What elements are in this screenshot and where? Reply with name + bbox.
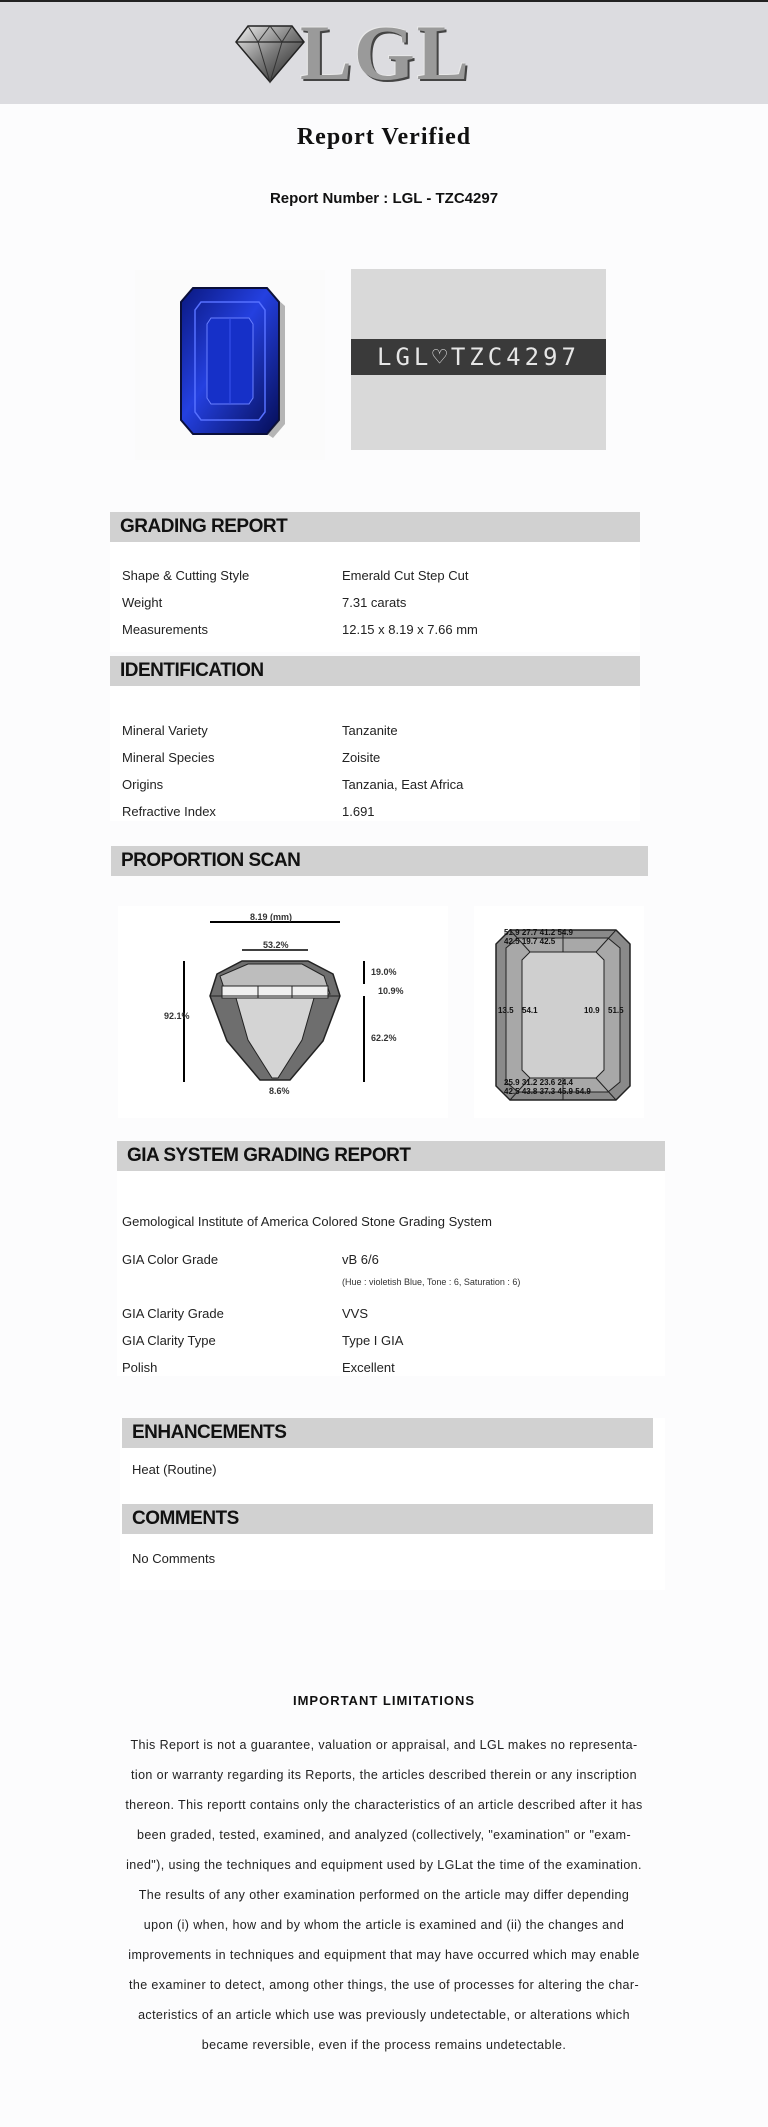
limitations-line: the examiner to detect, among other things, the use of processes for altering the char- — [128, 1978, 640, 1992]
top-label: 54.9 — [575, 1087, 591, 1096]
top-label: 54.1 — [522, 1006, 538, 1015]
table-label: 53.2% — [263, 940, 289, 950]
top-label: 13.5 — [498, 1006, 514, 1015]
pavilion-label: 62.2% — [371, 1033, 397, 1043]
side-profile-diagram — [118, 906, 448, 1118]
total-depth-label: 92.1% — [164, 1011, 190, 1021]
top-label: 31.2 — [521, 1078, 538, 1087]
gia-color-grade-note: (Hue : violetish Blue, Tone : 6, Saturation : 6) — [342, 1277, 521, 1287]
origins-label: Origins — [122, 777, 164, 792]
gia-color-grade-value: vB 6/6 — [342, 1252, 379, 1267]
report-number: Report Number : LGL - TZC4297 — [269, 190, 499, 207]
top-view-labels-lower — [504, 1078, 624, 1098]
top-label: 54.9 — [557, 928, 574, 937]
grading-report-heading: GRADING REPORT — [110, 512, 640, 542]
top-label: 37.3 — [539, 1087, 556, 1096]
limitations-line: acteristics of an article which use was previously undetectable, or alterations which — [138, 2008, 630, 2022]
laser-inscription: LGL♡TZC4297 — [351, 339, 606, 375]
limitations-line: ined"), using the techniques and equipment used by LGLat the time of the examination. — [126, 1858, 642, 1872]
top-label: 24.4 — [557, 1078, 574, 1087]
top-label: 51.9 — [504, 928, 520, 937]
gia-system-text: Gemological Institute of America Colored Stone Grading System — [122, 1214, 492, 1229]
top-view-diagram — [474, 906, 644, 1118]
limitations-line: tion or warranty regarding its Reports, the articles described therein or any inscription — [131, 1768, 637, 1782]
proportion-scan-section — [111, 846, 648, 876]
lgl-logo[interactable] — [230, 9, 490, 96]
measurements-value: 12.15 x 8.19 x 7.66 mm — [342, 622, 478, 637]
top-label: 27.7 — [521, 928, 538, 937]
mineral-species-label: Mineral Species — [122, 750, 215, 765]
proportion-scan-heading: PROPORTION SCAN — [111, 846, 648, 876]
mineral-species-value: Zoisite — [342, 750, 381, 765]
polish-value: Excellent — [342, 1360, 395, 1375]
limitations-line: thereon. This reportt contains only the characteristics of an article described after it has — [125, 1798, 643, 1812]
gia-clarity-type-value: Type I GIA — [342, 1333, 404, 1348]
top-label: 42.5 — [504, 937, 520, 946]
enhancements-heading: ENHANCEMENTS — [122, 1418, 653, 1448]
shape-label: Shape & Cutting Style — [122, 568, 250, 583]
mineral-variety-label: Mineral Variety — [122, 723, 208, 738]
limitations-line: improvements in techniques and equipment that may have occurred which may enable — [128, 1948, 640, 1962]
origins-value: Tanzania, East Africa — [342, 777, 464, 792]
enhancements-value: Heat (Routine) — [132, 1462, 217, 1477]
culet-label: 8.6% — [269, 1086, 290, 1096]
identification-section — [110, 656, 640, 821]
measurements-label: Measurements — [122, 622, 208, 637]
limitations-line: upon (i) when, how and by whom the article is examined and (ii) the changes and — [143, 1918, 625, 1932]
limitations-line: became reversible, even if the process remains undetectable. — [201, 2038, 567, 2052]
logo-text: LGL — [300, 9, 471, 96]
crown-label: 19.0% — [371, 967, 397, 977]
gem-photo — [135, 270, 325, 460]
top-view-labels-upper — [504, 928, 624, 946]
gia-clarity-grade-value: VVS — [342, 1306, 369, 1321]
width-label: 8.19 (mm) — [250, 912, 293, 922]
top-label: 42.5 — [539, 937, 556, 946]
inscription-photo — [351, 269, 606, 450]
top-label: 23.6 — [539, 1078, 556, 1087]
comments-value: No Comments — [132, 1551, 216, 1566]
top-label: 10.9 — [584, 1006, 600, 1015]
top-label: 43.8 — [521, 1087, 538, 1096]
weight-label: Weight — [122, 595, 163, 610]
refractive-index-label: Refractive Index — [122, 804, 216, 819]
enhancements-section — [122, 1418, 653, 1448]
top-label: 42.5 — [504, 1087, 520, 1096]
gia-report-heading: GIA SYSTEM GRADING REPORT — [117, 1141, 665, 1171]
mineral-variety-value: Tanzanite — [342, 723, 398, 738]
top-label: 19.7 — [521, 937, 538, 946]
gia-clarity-type-label: GIA Clarity Type — [122, 1333, 216, 1348]
emerald-cut-gem-image — [135, 270, 325, 460]
shape-value: Emerald Cut Step Cut — [342, 568, 469, 583]
comments-heading: COMMENTS — [122, 1504, 653, 1534]
limitations-heading: IMPORTANT LIMITATIONS — [292, 1693, 476, 1708]
limitations-line: This Report is not a guarantee, valuation or appraisal, and LGL makes no representa- — [130, 1738, 638, 1752]
diamond-logo-icon — [234, 20, 306, 84]
page-title: Report Verified — [296, 124, 472, 150]
top-label: 25.9 — [504, 1078, 520, 1087]
polish-label: Polish — [122, 1360, 158, 1375]
limitations-line: The results of any other examination performed on the article may differ depending — [138, 1888, 630, 1902]
refractive-index-value: 1.691 — [342, 804, 375, 819]
top-label: 45.9 — [557, 1087, 574, 1096]
comments-section — [122, 1504, 653, 1534]
limitations-line: been graded, tested, examined, and analyzed (collectively, "examination" or "exam- — [136, 1828, 632, 1842]
gia-clarity-grade-label: GIA Clarity Grade — [122, 1306, 224, 1321]
top-label: 41.2 — [539, 928, 556, 937]
top-label: 51.5 — [608, 1006, 624, 1015]
identification-heading: IDENTIFICATION — [110, 656, 640, 686]
girdle-label: 10.9% — [378, 986, 404, 996]
gia-color-grade-label: GIA Color Grade — [122, 1252, 219, 1267]
weight-value: 7.31 carats — [342, 595, 407, 610]
